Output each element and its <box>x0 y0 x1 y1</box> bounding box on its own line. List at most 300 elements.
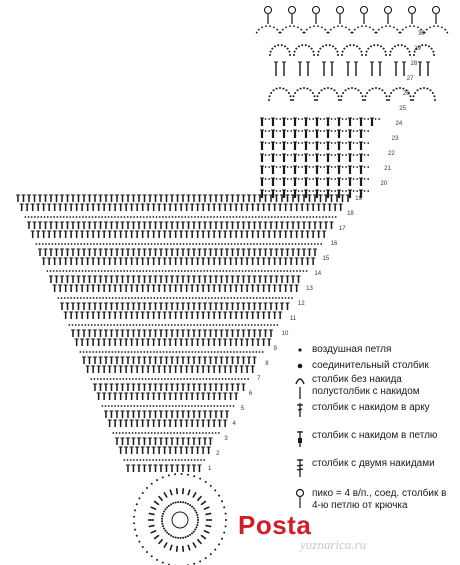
chain-dot <box>185 405 187 407</box>
chain-dot <box>173 297 175 299</box>
chain-dot <box>304 32 306 34</box>
chain-dot <box>269 297 271 299</box>
chain-dot <box>174 270 176 272</box>
chain-dot <box>323 118 325 120</box>
chain-dot <box>211 243 213 245</box>
chain-dot <box>176 432 178 434</box>
chain-dot <box>231 378 233 380</box>
chain-dot <box>216 270 218 272</box>
chain-dot <box>244 378 246 380</box>
chain-dot <box>82 270 84 272</box>
chain-dot <box>188 216 190 218</box>
chain-dot <box>176 297 178 299</box>
chain-dot <box>334 166 336 168</box>
chain-dot <box>205 481 207 483</box>
chain-dot <box>189 243 191 245</box>
chain-dot <box>213 216 215 218</box>
chain-dot <box>181 459 183 461</box>
chain-dot <box>148 378 150 380</box>
chain-dot <box>298 118 300 120</box>
chain-dot <box>107 270 109 272</box>
chain-dot <box>316 99 318 101</box>
chain-dot <box>364 118 366 120</box>
chain-dot <box>267 270 269 272</box>
chain-dot <box>425 44 427 46</box>
chain-dot <box>298 178 300 180</box>
chain-dot <box>123 459 125 461</box>
chain-dot <box>259 351 261 353</box>
chain-dot <box>134 529 136 531</box>
chain-dot <box>238 378 240 380</box>
chain-dot <box>162 459 164 461</box>
chain-dot <box>182 537 184 539</box>
chain-dot <box>50 270 52 272</box>
chain-dot <box>383 48 385 50</box>
chain-dot <box>210 270 212 272</box>
chain-dot <box>148 432 150 434</box>
chain-dot <box>130 270 132 272</box>
chain-dot <box>248 216 250 218</box>
row-number: 2 <box>216 451 220 457</box>
chain-dot <box>319 216 321 218</box>
chain-dot <box>203 324 205 326</box>
chain-dot <box>270 324 272 326</box>
chain-dot <box>356 178 358 180</box>
chain-dot <box>215 432 217 434</box>
chain-dot <box>413 95 415 97</box>
chain-dot <box>82 216 84 218</box>
chain-dot <box>287 166 289 168</box>
chain-dot <box>208 432 210 434</box>
chain-dot <box>384 92 386 94</box>
chain-dot <box>226 270 228 272</box>
stitch-mark <box>183 546 184 552</box>
chain-dot <box>243 243 245 245</box>
chain-dot <box>342 178 344 180</box>
chain-dot <box>180 537 182 539</box>
chain-dot <box>276 166 278 168</box>
chain-dot <box>285 243 287 245</box>
chain-dot <box>288 297 290 299</box>
chain-dot <box>298 166 300 168</box>
chain-dot <box>206 270 208 272</box>
chain-dot <box>264 270 266 272</box>
chain-dot <box>150 351 152 353</box>
chain-dot <box>146 216 148 218</box>
chain-dot <box>144 432 146 434</box>
chain-dot <box>138 243 140 245</box>
chain-dot <box>135 432 137 434</box>
chain-dot <box>154 432 156 434</box>
chain-dot <box>85 270 87 272</box>
chain-dot <box>221 500 223 502</box>
chain-dot <box>230 297 232 299</box>
chain-dot <box>77 297 79 299</box>
chain-dot <box>182 351 184 353</box>
chain-dot <box>93 297 95 299</box>
chain-dot <box>206 324 208 326</box>
chain-dot <box>288 51 290 53</box>
chain-dot <box>178 270 180 272</box>
chain-dot <box>195 351 197 353</box>
chain-dot <box>255 351 257 353</box>
chain-dot <box>238 324 240 326</box>
chain-dot <box>196 432 198 434</box>
chain-dot <box>104 270 106 272</box>
chain-dot <box>193 531 195 533</box>
chain-dot <box>288 243 290 245</box>
chain-dot <box>61 243 63 245</box>
chain-dot <box>129 378 131 380</box>
chain-dot <box>369 89 371 91</box>
row-number: 6 <box>248 391 253 397</box>
chain-dot <box>175 351 177 353</box>
chain-dot <box>69 216 71 218</box>
chain-dot <box>410 99 412 101</box>
chain-dot <box>231 243 233 245</box>
chain-dot <box>89 297 91 299</box>
chain-dot <box>240 243 242 245</box>
chain-dot <box>270 51 272 53</box>
row-number: 5 <box>240 406 245 412</box>
chain-dot <box>405 26 407 28</box>
chain-dot <box>317 243 319 245</box>
chain-dot <box>184 216 186 218</box>
picot-loop <box>385 7 392 14</box>
chain-dot <box>137 405 139 407</box>
chain-dot <box>114 216 116 218</box>
chain-dot <box>345 142 347 144</box>
chain-dot <box>194 509 196 511</box>
chain-dot <box>286 270 288 272</box>
chain-dot <box>441 26 443 28</box>
chain-dot <box>258 29 260 31</box>
chain-dot <box>258 216 260 218</box>
chain-dot <box>331 178 333 180</box>
chain-dot <box>312 216 314 218</box>
chain-dot <box>348 29 350 31</box>
chain-dot <box>234 378 236 380</box>
chain-dot <box>163 243 165 245</box>
chain-dot <box>301 243 303 245</box>
chain-dot <box>351 87 353 89</box>
chain-dot <box>290 166 292 168</box>
chain-dot <box>345 130 347 132</box>
chain-dot <box>80 297 82 299</box>
chain-dot <box>276 130 278 132</box>
chain-dot <box>97 378 99 380</box>
chain-dot <box>91 324 93 326</box>
chain-dot <box>309 89 311 91</box>
chain-dot <box>385 25 387 27</box>
chain-dot <box>343 48 345 50</box>
chain-dot <box>420 88 422 90</box>
chain-dot <box>198 351 200 353</box>
chain-dot <box>290 270 292 272</box>
chain-dot <box>168 459 170 461</box>
row-number: 12 <box>298 301 305 307</box>
chain-dot <box>261 270 263 272</box>
chain-dot <box>325 216 327 218</box>
chain-dot <box>213 405 215 407</box>
chain-dot <box>332 216 334 218</box>
row-number: 30 <box>418 31 425 37</box>
chain-dot <box>167 243 169 245</box>
chain-dot <box>345 166 347 168</box>
chain-dot <box>381 89 383 91</box>
chain-dot <box>67 297 69 299</box>
legend-label: полустолбик с накидом <box>312 386 420 397</box>
chain-dot <box>338 99 340 101</box>
chain-dot <box>279 190 281 192</box>
chain-dot <box>361 54 363 56</box>
chain-dot <box>444 29 446 31</box>
chain-dot <box>280 32 282 34</box>
chain-dot <box>108 351 110 353</box>
chain-dot <box>331 118 333 120</box>
chain-dot <box>426 29 428 31</box>
chain-dot <box>236 351 238 353</box>
chain-dot <box>194 459 196 461</box>
chain-dot <box>136 503 138 505</box>
chain-dot <box>124 216 126 218</box>
row-number: 27 <box>406 76 414 82</box>
chain-dot <box>168 474 170 476</box>
chain-dot <box>364 154 366 156</box>
row-number: 19 <box>355 196 362 202</box>
chain-dot <box>172 536 174 538</box>
chain-dot <box>356 45 358 47</box>
chain-dot <box>389 95 391 97</box>
chain-dot <box>163 527 165 529</box>
chain-dot <box>353 44 355 46</box>
chain-dot <box>300 216 302 218</box>
chain-dot <box>109 297 111 299</box>
chain-dot <box>367 190 369 192</box>
chain-dot <box>375 118 377 120</box>
chain-dot <box>272 243 274 245</box>
chain-dot <box>378 118 380 120</box>
chain-dot <box>132 324 134 326</box>
chain-dot <box>161 518 163 520</box>
chain-dot <box>365 54 367 56</box>
stitch-mark <box>204 531 209 533</box>
chain-dot <box>216 324 218 326</box>
row-number: 24 <box>395 121 403 127</box>
chain-dot <box>253 243 255 245</box>
chain-dot <box>138 378 140 380</box>
picot-loop <box>313 7 320 14</box>
chain-dot <box>222 270 224 272</box>
chain-dot <box>254 324 256 326</box>
chain-dot <box>279 154 281 156</box>
chain-dot <box>180 432 182 434</box>
chain-dot <box>197 519 199 521</box>
chain-dot <box>265 142 267 144</box>
chain-dot <box>146 459 148 461</box>
chain-dot <box>429 26 431 28</box>
chain-dot <box>268 118 270 120</box>
chain-dot <box>76 216 78 218</box>
stitch-mark <box>149 525 155 526</box>
chain-dot <box>274 45 276 47</box>
chain-dot <box>63 216 65 218</box>
chain-dot <box>312 154 314 156</box>
chain-dot <box>162 562 164 564</box>
chain-dot <box>181 473 183 475</box>
chain-dot <box>88 270 90 272</box>
chain-dot <box>268 216 270 218</box>
chain-dot <box>271 48 273 50</box>
chain-dot <box>262 297 264 299</box>
chain-dot <box>133 516 135 518</box>
chain-dot <box>279 130 281 132</box>
chain-dot <box>421 44 423 46</box>
chain-dot <box>332 45 334 47</box>
chain-dot <box>437 25 439 27</box>
chain-dot <box>250 243 252 245</box>
stitch-mark <box>149 513 155 514</box>
chain-dot <box>378 29 380 31</box>
chain-dot <box>200 270 202 272</box>
stitch-mark <box>188 545 190 551</box>
chain-dot <box>323 166 325 168</box>
chain-dot <box>83 351 85 353</box>
chain-dot <box>389 25 391 27</box>
chain-dot <box>90 378 92 380</box>
chain-dot <box>157 297 159 299</box>
chain-dot <box>143 405 145 407</box>
chain-dot <box>273 26 275 28</box>
chain-dot <box>197 516 199 518</box>
chain-dot <box>202 432 204 434</box>
chain-dot <box>446 32 448 34</box>
chain-dot <box>196 514 198 516</box>
chain-dot <box>268 142 270 144</box>
chain-dot <box>336 51 338 53</box>
chain-dot <box>99 351 101 353</box>
chain-dot <box>279 87 281 89</box>
chain-dot <box>189 432 191 434</box>
chain-dot <box>364 190 366 192</box>
stitch-mark <box>205 513 211 514</box>
chain-dot <box>432 51 434 53</box>
chain-dot <box>140 216 142 218</box>
chain-dot <box>112 432 114 434</box>
chain-dot <box>317 25 319 27</box>
chain-dot <box>246 351 248 353</box>
chain-dot <box>290 99 292 101</box>
double-crochet-in-arch-icon <box>288 402 312 418</box>
chain-dot <box>345 89 347 91</box>
chain-dot <box>217 405 219 407</box>
chain-dot <box>162 476 164 478</box>
chain-dot <box>304 243 306 245</box>
chain-dot <box>192 297 194 299</box>
chain-dot <box>175 216 177 218</box>
chain-dot <box>123 324 125 326</box>
chain-dot <box>235 270 237 272</box>
chain-dot <box>241 324 243 326</box>
chain-dot <box>75 270 77 272</box>
chain-dot <box>287 190 289 192</box>
chain-dot <box>342 154 344 156</box>
chain-dot <box>367 166 369 168</box>
chain-dot <box>47 216 49 218</box>
stitch-mark <box>151 507 156 509</box>
chain-dot <box>408 51 410 53</box>
chain-dot <box>341 54 343 56</box>
chain-dot <box>112 243 114 245</box>
row-number: 13 <box>306 286 313 292</box>
watermark-logo: Posta <box>238 510 312 540</box>
chain-dot <box>280 216 282 218</box>
chain-dot <box>45 243 47 245</box>
chain-dot <box>249 351 251 353</box>
chain-dot <box>214 489 216 491</box>
chain-dot <box>212 378 214 380</box>
chain-dot <box>211 351 213 353</box>
stitch-mark <box>170 545 172 551</box>
chain-dot <box>309 166 311 168</box>
chain-dot <box>137 351 139 353</box>
chain-dot <box>179 297 181 299</box>
chain-dot <box>187 503 189 505</box>
chain-dot <box>375 87 377 89</box>
chain-dot <box>142 270 144 272</box>
chain-dot <box>320 190 322 192</box>
row-number: 1 <box>208 466 212 472</box>
chain-dot <box>227 351 229 353</box>
chain-dot <box>188 351 190 353</box>
chain-dot <box>361 25 363 27</box>
chain-dot <box>323 154 325 156</box>
chain-dot <box>297 89 299 91</box>
chain-dot <box>157 243 159 245</box>
chain-dot <box>69 270 71 272</box>
chain-dot <box>85 216 87 218</box>
chain-dot <box>152 216 154 218</box>
chain-dot <box>135 378 137 380</box>
chain-dot <box>153 297 155 299</box>
chain-dot <box>162 525 164 527</box>
chain-dot <box>145 324 147 326</box>
chain-dot <box>296 216 298 218</box>
chain-dot <box>384 51 386 53</box>
chain-dot <box>292 99 294 101</box>
chain-dot <box>171 459 173 461</box>
row-number: 25 <box>399 106 406 112</box>
chain-dot <box>195 243 197 245</box>
chain-dot <box>149 405 151 407</box>
chain-dot <box>157 432 159 434</box>
chain-dot <box>193 507 195 509</box>
chain-dot <box>264 324 266 326</box>
chain-dot <box>42 243 44 245</box>
chain-dot <box>212 324 214 326</box>
chain-dot <box>119 432 121 434</box>
chain-dot <box>111 351 113 353</box>
chain-dot <box>177 378 179 380</box>
chain-dot <box>223 216 225 218</box>
chain-dot <box>171 270 173 272</box>
chain-dot <box>100 324 102 326</box>
row-number: 17 <box>338 226 346 232</box>
chain-dot <box>131 351 133 353</box>
chain-dot <box>179 351 181 353</box>
chain-dot <box>166 351 168 353</box>
chain-dot <box>225 519 227 521</box>
